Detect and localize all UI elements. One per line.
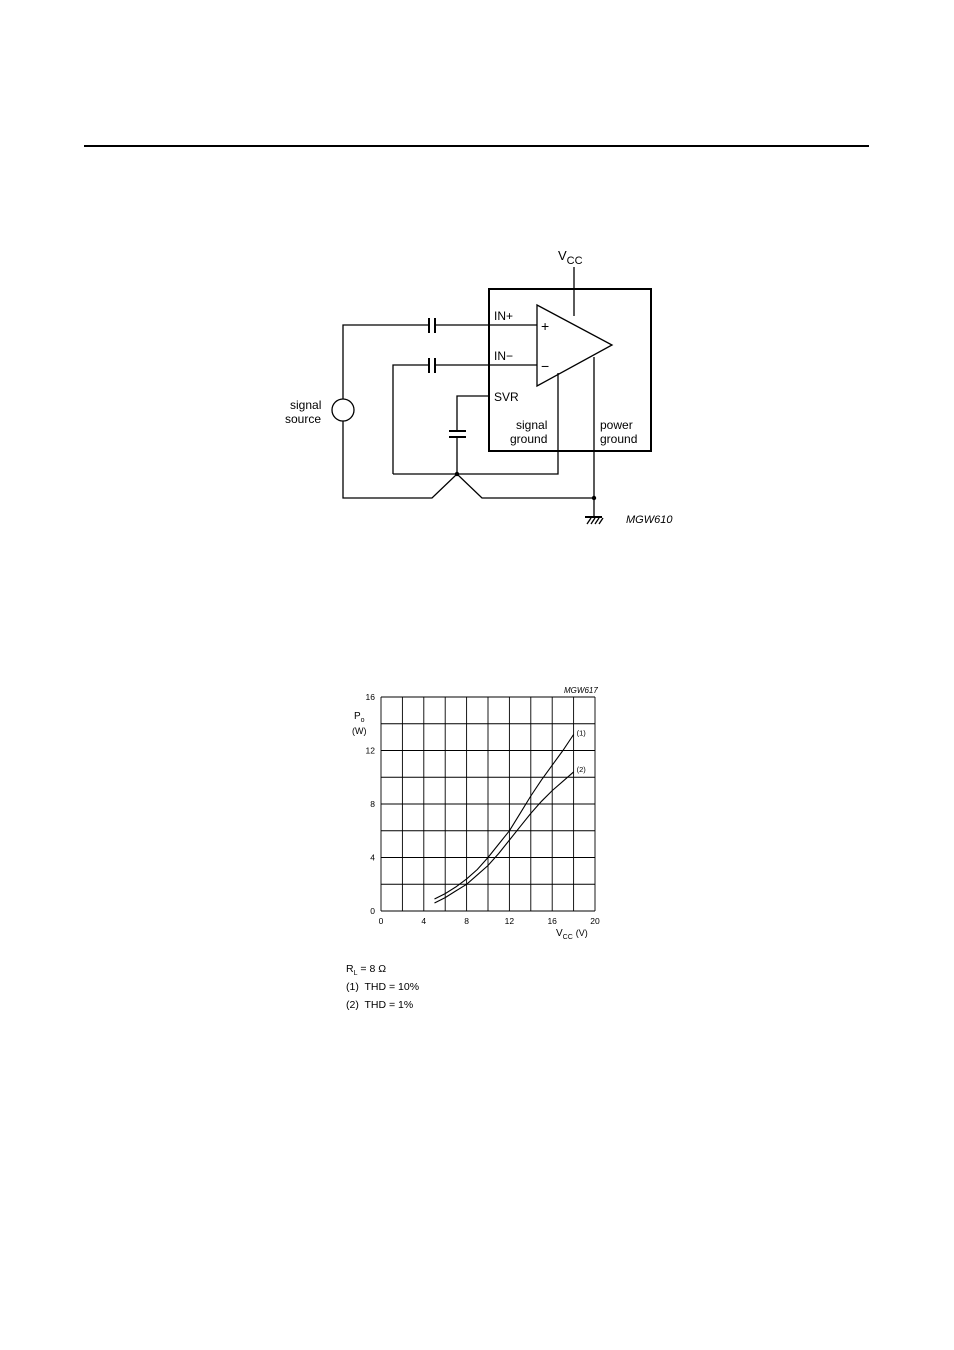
chart-grid — [381, 697, 595, 911]
series-label-2: (2) — [576, 764, 586, 774]
opamp-minus-sign: − — [541, 358, 550, 374]
y-tick-label: 16 — [365, 692, 375, 702]
pin-in-minus: IN− — [494, 349, 514, 363]
pin-svr: SVR — [494, 390, 519, 404]
power-ground-label-1: power — [600, 418, 633, 432]
chart-figure-code: MGW617 — [564, 686, 598, 695]
thd-note-1: (1) THD = 10% — [346, 981, 420, 993]
pin-in-plus: IN+ — [494, 309, 514, 323]
chart-y-axis-unit: (W) — [352, 726, 367, 736]
signal-source-label-2: source — [285, 412, 322, 426]
x-tick-label: 16 — [547, 916, 557, 926]
signal-ground-label-2: ground — [510, 432, 548, 446]
series-label-1: (1) — [576, 728, 586, 738]
y-tick-label: 12 — [365, 745, 375, 756]
thd-note-2: (2) THD = 1% — [346, 999, 414, 1011]
power-ground-label-2: ground — [600, 432, 638, 446]
opamp-plus-sign: + — [541, 318, 550, 334]
x-tick-label: 8 — [464, 916, 469, 926]
signal-source-label-1: signal — [290, 398, 322, 412]
chart-x-axis-label: $V_{CC}$ (V) — [556, 928, 588, 941]
chart-ticks — [366, 692, 600, 926]
chart-series — [435, 728, 587, 903]
y-tick-label: 4 — [370, 852, 375, 863]
schematic-figure-code: MGW610 — [626, 514, 673, 526]
vcc-label: $V_{CC}$ — [558, 248, 583, 267]
x-tick-label: 0 — [378, 916, 384, 926]
chart-y-axis-label: $P_o$ — [354, 711, 365, 724]
y-tick-label: 0 — [370, 906, 375, 916]
y-tick-label: 8 — [370, 799, 375, 809]
load-resistance-note: $R_L = 8$ Ω — [346, 963, 387, 978]
x-tick-label: 12 — [504, 916, 515, 926]
signal-ground-label-1: signal — [516, 418, 548, 432]
x-tick-label: 4 — [421, 916, 427, 926]
x-tick-label: 20 — [590, 916, 600, 926]
series-line-1 — [435, 735, 574, 900]
